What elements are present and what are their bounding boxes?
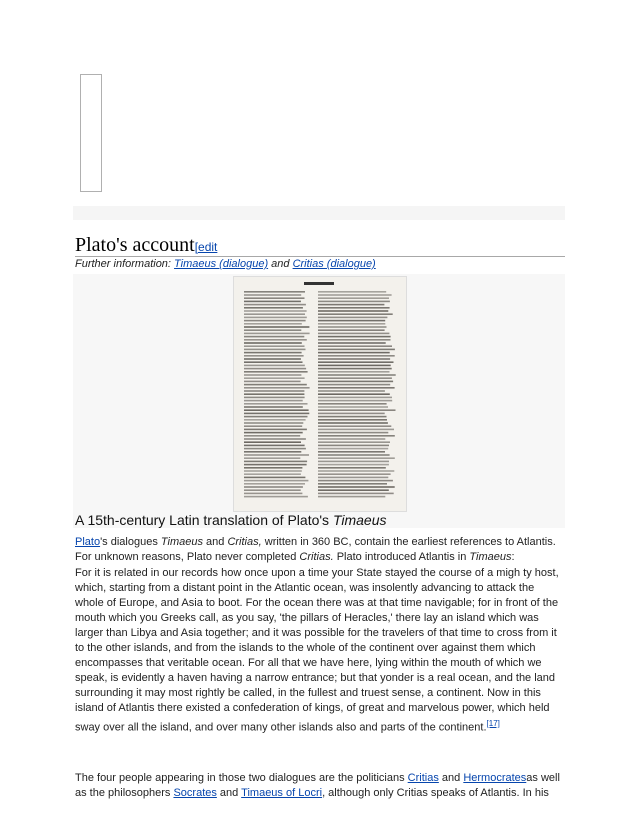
further-information: [75, 258, 376, 270]
citation-17[interactable]: [17]: [486, 719, 500, 728]
figure-caption: [75, 512, 387, 528]
p1-text-4: Plato introduced Atlantis in: [333, 551, 470, 563]
link-plato[interactable]: Plato: [75, 536, 101, 548]
caption-text: A 15th-century Latin translation of Plato's: [75, 512, 333, 528]
section-title: Plato's account: [75, 234, 195, 256]
people-paragraph: [75, 771, 565, 801]
further-info-joiner: and: [268, 258, 293, 270]
image-placeholder: [80, 74, 102, 192]
p2-text-3: as well as the philosophers: [75, 772, 560, 799]
link-critias[interactable]: Critias: [407, 772, 439, 784]
divider-band: [73, 206, 565, 220]
section-heading: [75, 234, 565, 257]
p1-text-5: :: [511, 551, 515, 563]
edit-link[interactable]: [edit: [194, 240, 218, 254]
further-info-prefix: Further information:: [75, 258, 175, 270]
p1-text-2: and: [202, 536, 228, 548]
link-timaeus-of-locri[interactable]: Timaeus of Locri: [241, 787, 323, 799]
manuscript-scan-graphic: [234, 277, 406, 511]
p1-italic-3: Critias.: [299, 551, 334, 563]
link-timaeus-dialogue[interactable]: Timaeus (dialogue): [174, 258, 269, 270]
p1-text-1: 's dialogues: [100, 536, 161, 548]
link-critias-dialogue[interactable]: Critias (dialogue): [292, 258, 376, 270]
p1-text-3: written in 360 BC, contain the earliest references to Atlantis. For unknown reasons, Plato never completed: [75, 536, 556, 563]
p2-text-1: The four people appearing in those two dialogues are the politicians: [75, 772, 408, 784]
link-hermocrates[interactable]: Hermocrates: [463, 772, 527, 784]
link-socrates[interactable]: Socrates: [173, 787, 217, 799]
p1-italic-4: Timaeus: [469, 551, 512, 563]
p2-text-2: and: [438, 772, 464, 784]
p1-italic-1: Timaeus: [160, 536, 203, 548]
caption-italic: Timaeus: [332, 512, 387, 528]
p2-text-5: , although only Critias speaks of Atlantis. In his: [322, 787, 549, 799]
quote-text: For it is related in our records how once upon a time your State stayed the course of a migh ty host, which, starting from a distant point in the Atlantic ocean, was insolently advancing to attack the whole of Europe, and Asia to boot. For the ocean there was at that time navigable; for in front of the mouth which you Greeks call, as you say, 'the pillars of Heracles,' there lay an island which was larger than Libya and Asia together; and it was possible for the travelers of that time to cross from it to the other islands, and from the islands to the whole of the continent over against them which encompasses that veritable ocean. For all that we have here, lying within the mouth of which we speak, is evidently a haven having a narrow entrance; but that yonder is a real ocean, and the land surrounding it may most rightly be called, in the fullest and truest sense, a continent. Now in this island of Atlantis there existed a confederation of kings, of great and marvelous power, which held sway over all the island, and over many other islands also and parts of the continent.: [75, 567, 559, 734]
manuscript-image[interactable]: [233, 276, 407, 512]
intro-paragraph: [75, 535, 565, 565]
p2-text-4: and: [216, 787, 242, 799]
p1-italic-2: Critias,: [227, 536, 262, 548]
timaeus-quote: [75, 566, 565, 736]
